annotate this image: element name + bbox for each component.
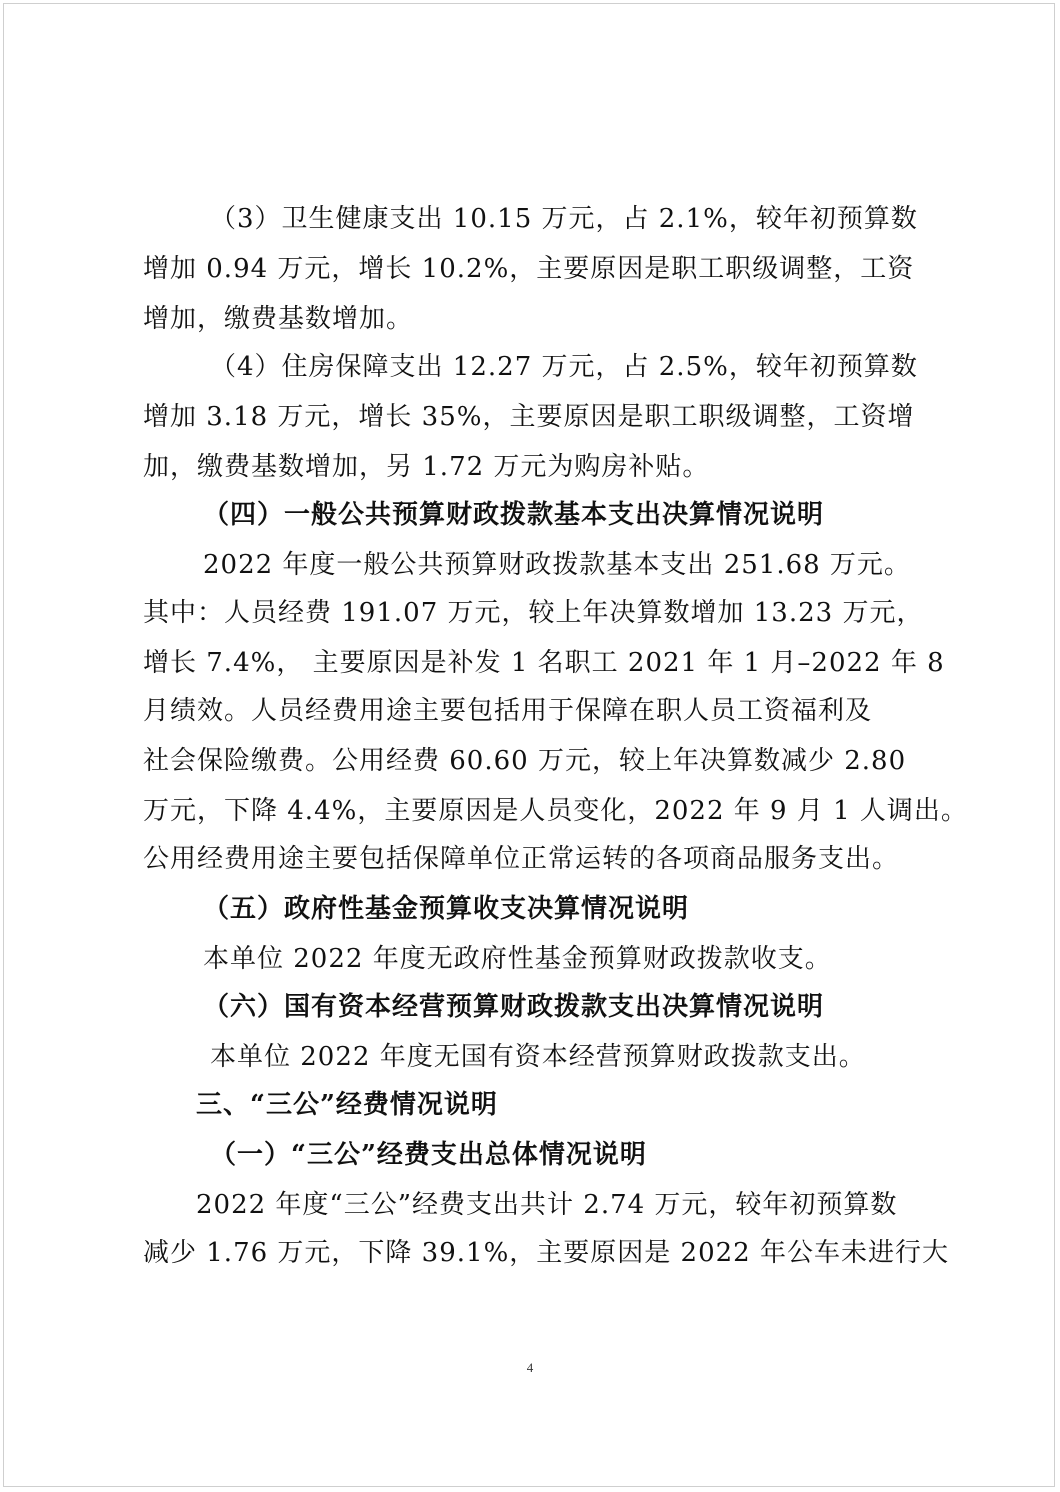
paragraph-line: （3）卫生健康支出 10.15 万元，占 2.1%，较年初预算数 — [210, 204, 918, 234]
paragraph-line: 增加，缴费基数增加。 — [143, 304, 414, 334]
paragraph-line: 加，缴费基数增加，另 1.72 万元为购房补贴。 — [143, 452, 710, 482]
paragraph-line: 其中：人员经费 191.07 万元，较上年决算数增加 13.23 万元， — [143, 598, 924, 628]
paragraph-line: 本单位 2022 年度无政府性基金预算财政拨款收支。 — [203, 944, 832, 974]
paragraph-line: 本单位 2022 年度无国有资本经营预算财政拨款支出。 — [210, 1042, 866, 1072]
paragraph-line: 月绩效。人员经费用途主要包括用于保障在职人员工资福利及 — [143, 696, 873, 726]
paragraph-line: 公用经费用途主要包括保障单位正常运转的各项商品服务支出。 — [143, 844, 900, 874]
paragraph-line: 增加 0.94 万元，增长 10.2%，主要原因是职工职级调整，工资 — [143, 254, 915, 284]
section-heading: （六）国有资本经营预算财政拨款支出决算情况说明 — [203, 992, 825, 1022]
chapter-heading: 三、“三公”经费情况说明 — [196, 1090, 498, 1120]
paragraph-line: 增长 7.4%， 主要原因是补发 1 名职工 2021 年 1 月–2022 年 8 — [143, 648, 945, 678]
paragraph-line: 2022 年度“三公”经费支出共计 2.74 万元，较年初预算数 — [196, 1190, 898, 1220]
paragraph-line: 增加 3.18 万元，增长 35%，主要原因是职工职级调整，工资增 — [143, 402, 915, 432]
page-number: 4 — [526, 1360, 534, 1375]
section-heading: （五）政府性基金预算收支决算情况说明 — [203, 894, 690, 924]
paragraph-line: 社会保险缴费。公用经费 60.60 万元，较上年决算数减少 2.80 — [143, 746, 907, 776]
section-heading: （一）“三公”经费支出总体情况说明 — [210, 1140, 647, 1170]
paragraph-line: 2022 年度一般公共预算财政拨款基本支出 251.68 万元。 — [203, 550, 911, 580]
paragraph-line: 万元，下降 4.4%，主要原因是人员变化，2022 年 9 月 1 人调出。 — [143, 796, 968, 826]
paragraph-line: （4）住房保障支出 12.27 万元，占 2.5%，较年初预算数 — [210, 352, 918, 382]
section-heading: （四）一般公共预算财政拨款基本支出决算情况说明 — [203, 500, 825, 530]
paragraph-line: 减少 1.76 万元，下降 39.1%，主要原因是 2022 年公车未进行大 — [143, 1238, 949, 1268]
